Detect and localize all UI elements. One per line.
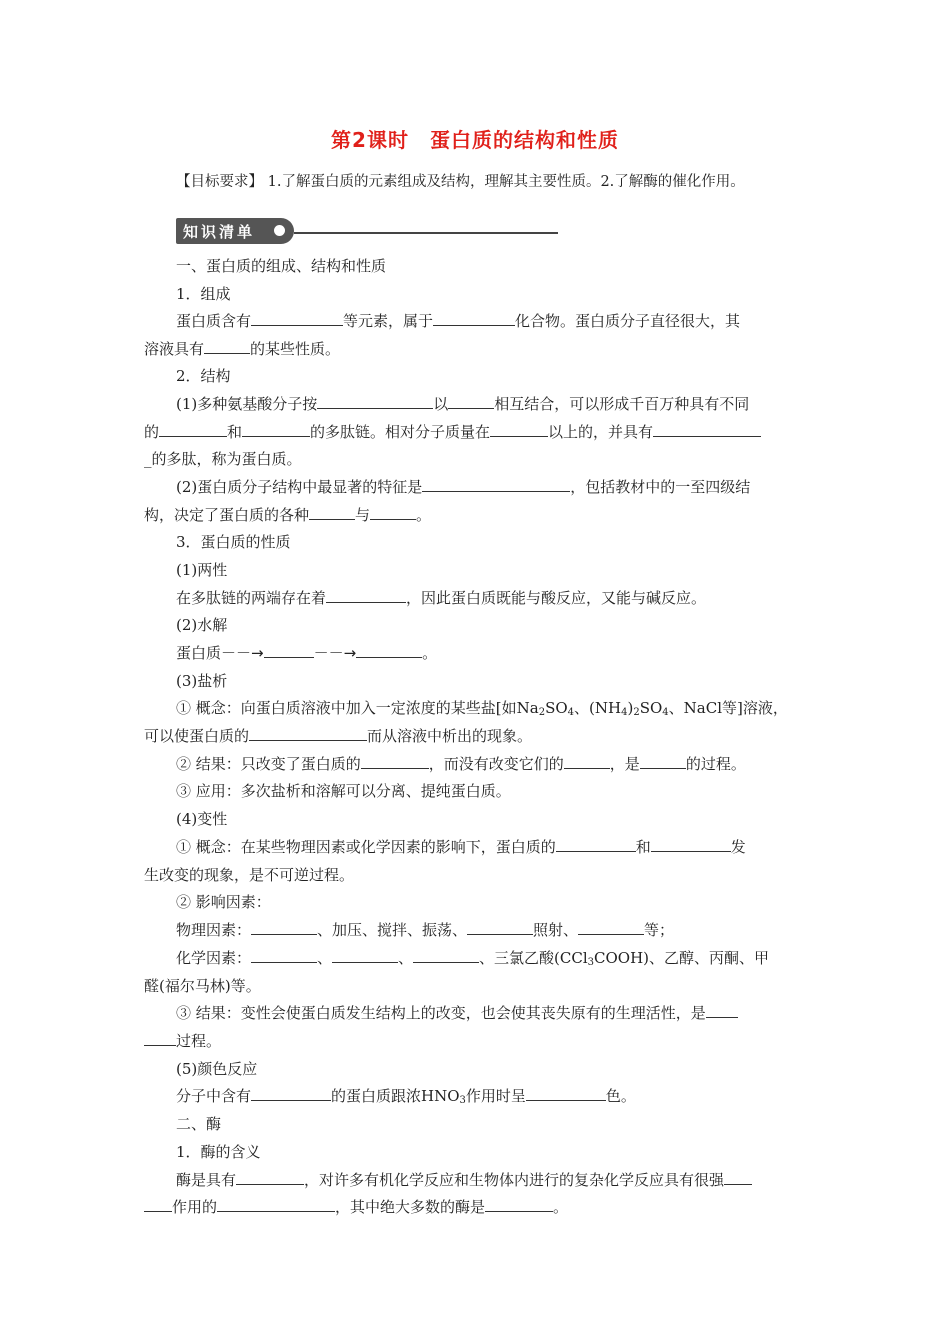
text-line: [176, 1170, 752, 1190]
fill-blank[interactable]: [144, 1197, 172, 1212]
fill-blank[interactable]: [251, 311, 343, 326]
text: 和: [227, 423, 243, 441]
text-line: [176, 394, 749, 414]
text: 、加压、搅拌、振荡、: [317, 921, 468, 939]
fill-blank[interactable]: [490, 422, 548, 437]
fill-blank[interactable]: [249, 726, 367, 741]
fill-blank[interactable]: [467, 920, 533, 935]
text: 照射、: [533, 921, 579, 939]
text-line: [176, 643, 437, 663]
fill-blank[interactable]: [309, 505, 355, 520]
fill-blank[interactable]: [526, 1086, 606, 1101]
fill-blank[interactable]: [578, 920, 644, 935]
text: 溶液具有: [144, 340, 205, 358]
text: 的过程。: [685, 755, 746, 773]
text: 物理因素：: [176, 921, 252, 939]
text: 的多肽链。相对分子质量在: [310, 423, 491, 441]
text: ，对许多有机化学反应和生物体内进行的复杂化学反应具有很强: [304, 1171, 725, 1189]
point-hydrolysis: (2)水解: [176, 616, 228, 634]
text: COOH)、乙醇、丙酮、甲: [594, 949, 770, 967]
text-line: ② 影响因素：: [176, 893, 271, 911]
text: (1)多种氨基酸分子按: [176, 395, 318, 413]
text: ，而没有改变它们的: [428, 755, 564, 773]
text: ③ 结果：变性会使蛋白质发生结构上的改变，也会使其丧失原有的生理活性，是: [176, 1004, 706, 1022]
section-tag: [176, 218, 294, 244]
fill-blank[interactable]: [640, 754, 686, 769]
fill-blank[interactable]: [361, 754, 429, 769]
text: ，是: [609, 755, 640, 773]
text: 、(NH: [574, 699, 622, 717]
fill-blank[interactable]: [556, 837, 636, 852]
text-line: ③ 应用：多次盐析和溶解可以分离、提纯蛋白质。: [176, 782, 511, 800]
fill-blank[interactable]: [251, 1086, 331, 1101]
subscript: 4: [621, 707, 628, 718]
text: 。: [553, 1198, 569, 1216]
text: 的: [144, 423, 160, 441]
fill-blank[interactable]: [204, 339, 250, 354]
fill-blank[interactable]: [370, 505, 416, 520]
text-line: [176, 588, 706, 608]
text-line: [176, 1003, 738, 1023]
text: 的蛋白质跟浓HNO: [331, 1087, 460, 1105]
text: SO: [545, 699, 568, 717]
text-line: _的多肽，称为蛋白质。: [144, 450, 302, 468]
text: 的某些性质。: [250, 340, 341, 358]
text: 蛋白质含有: [176, 312, 252, 330]
fill-blank[interactable]: [413, 948, 479, 963]
text: ，因此蛋白质既能与酸反应，又能与碱反应。: [406, 589, 707, 607]
text: 分子中含有: [176, 1087, 252, 1105]
subheading-properties: 3．蛋白质的性质: [176, 533, 291, 551]
text-line: [144, 726, 532, 746]
text: ② 结果：只改变了蛋白质的: [176, 755, 361, 773]
fill-blank[interactable]: [242, 422, 310, 437]
text-line: [176, 754, 746, 774]
text: ① 概念：向蛋白质溶液中加入一定浓度的某些盐[如Na: [176, 699, 539, 717]
text: 构，决定了蛋白质的各种: [144, 506, 310, 524]
heading-enzyme: 二、酶: [176, 1115, 222, 1133]
subscript: 4: [567, 707, 575, 718]
point-denaturation: (4)变性: [176, 810, 228, 828]
text-line: [176, 311, 740, 331]
text-line: [144, 1031, 221, 1051]
fill-blank[interactable]: [653, 422, 761, 437]
text-line: [176, 920, 674, 940]
arrow-icon: －－→: [313, 644, 357, 662]
fill-blank[interactable]: [264, 643, 314, 658]
text: 。: [416, 506, 432, 524]
fill-blank[interactable]: [251, 948, 317, 963]
text: 化学因素：: [176, 949, 252, 967]
text: 等；: [644, 921, 675, 939]
fill-blank[interactable]: [724, 1170, 752, 1185]
point-color-reaction: (5)颜色反应: [176, 1060, 258, 1078]
fill-blank[interactable]: [144, 1031, 176, 1046]
text: ): [627, 699, 634, 717]
subheading-structure: 2．结构: [176, 367, 231, 385]
learning-goals: [176, 170, 745, 191]
text: 作用的: [172, 1198, 218, 1216]
fill-blank[interactable]: [236, 1170, 304, 1185]
text: 与: [355, 506, 371, 524]
text: 和: [635, 838, 651, 856]
arrow-icon: －－→: [221, 644, 264, 662]
text: 以: [433, 395, 449, 413]
text-line: [176, 1086, 636, 1111]
section-divider: [294, 232, 558, 234]
fill-blank[interactable]: [706, 1003, 738, 1018]
text-line: [176, 477, 750, 497]
text: 作用时呈: [465, 1087, 526, 1105]
text: 、NaCl等]溶液，: [668, 699, 788, 717]
point-amphoteric: (1)两性: [176, 561, 228, 579]
text: 在多肽链的两端存在着: [176, 589, 327, 607]
text: 过程。: [176, 1032, 222, 1050]
subheading-enzyme-meaning: 1．酶的含义: [176, 1143, 261, 1161]
fill-blank[interactable]: [317, 394, 433, 409]
text: 发: [730, 838, 746, 856]
subscript: 3: [459, 1095, 466, 1106]
text: SO: [639, 699, 663, 717]
text-line: [176, 698, 788, 723]
page-title: 第2课时 蛋白质的结构和性质: [331, 128, 619, 152]
text: ，包括教材中的一至四级结: [570, 478, 751, 496]
subscript: 4: [662, 707, 669, 718]
text: 以上的，并具有: [548, 423, 654, 441]
bullet-dot-icon: [274, 225, 285, 236]
text: 化合物。蛋白质分子直径很大，其: [515, 312, 741, 330]
text-line: [176, 837, 746, 857]
text: 酶是具有: [176, 1171, 237, 1189]
text-line: [144, 1197, 568, 1217]
fill-blank[interactable]: [332, 948, 398, 963]
text-line: [144, 339, 340, 359]
subscript: 2: [538, 707, 546, 718]
goal-label: 【目标要求】: [176, 174, 263, 190]
fill-blank[interactable]: [448, 394, 494, 409]
text: 、: [317, 949, 333, 967]
text: ① 概念：在某些物理因素或化学因素的影响下，蛋白质的: [176, 838, 556, 856]
text: ，其中绝大多数的酶是: [335, 1198, 486, 1216]
text: 可以使蛋白质的: [144, 727, 250, 745]
section-tag-label: 知识清单: [183, 223, 256, 241]
point-salting-out: (3)盐析: [176, 672, 228, 690]
fill-blank[interactable]: [485, 1197, 553, 1212]
subheading-composition: 1．组成: [176, 285, 231, 303]
goal-text: 1.了解蛋白质的元素组成及结构，理解其主要性质。2.了解酶的催化作用。: [263, 174, 745, 190]
subscript: 3: [587, 957, 595, 968]
text: (2)蛋白质分子结构中最显著的特征是: [176, 478, 423, 496]
text: 等元素，属于: [343, 312, 434, 330]
fill-blank[interactable]: [326, 588, 406, 603]
fill-blank[interactable]: [159, 422, 227, 437]
text: 而从溶液中析出的现象。: [367, 727, 533, 745]
text-line: [144, 505, 431, 525]
fill-blank[interactable]: [564, 754, 610, 769]
text: 蛋白质: [176, 644, 222, 662]
text: 、三氯乙酸(CCl: [479, 949, 588, 967]
text: 相互结合，可以形成千百万种具有不同: [494, 395, 750, 413]
fill-blank[interactable]: [217, 1197, 335, 1212]
fill-blank[interactable]: [251, 920, 317, 935]
text-line: 生改变的现象，是不可逆过程。: [144, 866, 355, 884]
text-line: [176, 948, 769, 973]
fill-blank[interactable]: [422, 477, 570, 492]
heading-protein: 一、蛋白质的组成、结构和性质: [176, 257, 387, 275]
subscript: 2: [633, 707, 640, 718]
text: 、: [398, 949, 414, 967]
fill-blank[interactable]: [433, 311, 515, 326]
fill-blank[interactable]: [651, 837, 731, 852]
text-line: 醛(福尔马林)等。: [144, 977, 261, 995]
text: 。: [422, 644, 438, 662]
fill-blank[interactable]: [356, 643, 422, 658]
text: 色。: [605, 1087, 636, 1105]
text-line: [144, 422, 761, 442]
